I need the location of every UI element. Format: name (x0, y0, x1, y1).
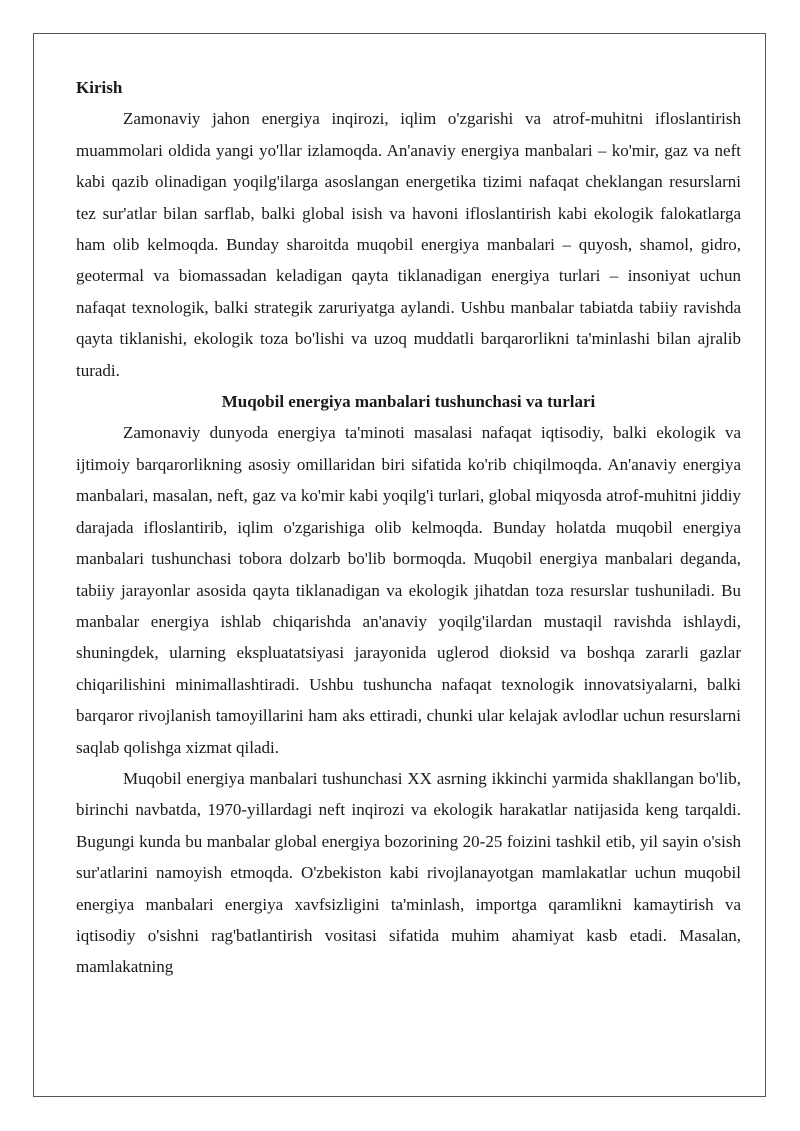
section-paragraph-1: Zamonaviy dunyoda energiya ta'minoti masalasi nafaqat iqtisodiy, balki ekologik va ijtimoiy barqarorlikning asosiy omillaridan biri sifatida ko'rib chiqilmoqda. An'anaviy energiya manbalari, masalan, neft, gaz va ko'mir kabi yoqilg'i turlari, global miqyosda atrof-muhitni jiddiy darajada ifloslantirib, iqlim o'zgarishiga olib kelmoqda. Bunday holatda muqobil energiya manbalari tushunchasi tobora dolzarb bo'lib bormoqda. Muqobil energiya manbalari deganda, tabiiy jarayonlar asosida qayta tiklanadigan va ekologik jihatdan toza resurslar tushuniladi. Bu manbalar energiya ishlab chiqarishda an'anaviy yoqilg'ilardan mustaqil ravishda ishlaydi, shuningdek, ularning ekspluatatsiyasi jarayonida uglerod dioksid va boshqa zararli gazlar chiqarilishini minimallashtiradi. Ushbu tushuncha nafaqat texnologik innovatsiyalarni, balki barqaror rivojlanish tamoyillarini ham aks ettiradi, chunki ular kelajak avlodlar uchun resurslarni saqlab qolishga xizmat qiladi. (76, 423, 741, 757)
section-paragraph-2: Muqobil energiya manbalari tushunchasi XX asrning ikkinchi yarmida shakllangan bo'lib, birinchi navbatda, 1970-yillardagi neft inqirozi va ekologik harakatlar natijasida keng tarqaldi. Bugungi kunda bu manbalar global energiya bozorining 20-25 foizini tashkil etib, yil sayin o'sish sur'atlarini namoyish etmoqda. O'zbekiston kabi rivojlanayotgan mamlakatlar uchun muqobil energiya manbalari energiya xavfsizligini ta'minlash, importga qaramlikni kamaytirish va iqtisodiy o'sishni rag'batlantirish vositasi sifatida muhim ahamiyat kasb etadi. Masalan, mamlakatning (76, 768, 741, 977)
section-title: Muqobil energiya manbalari tushunchasi va turlari (221, 392, 596, 412)
intro-paragraph: Zamonaviy jahon energiya inqirozi, iqlim o'zgarishi va atrof-muhitni ifloslantirish muammolari oldida yangi yo'llar izlamoqda. An'anaviy energiya manbalari – ko'mir, gaz va neft kabi qazib olinadigan yoqilg'ilarga asoslangan energetika tizimi nafaqat cheklangan resurslarni tez sur'atlar bilan sarflab, balki global isish va havoni ifloslantirish kabi ekologik falokatlarga ham olib kelmoqda. Bunday sharoitda muqobil energiya manbalari – quyosh, shamol, gidro, geotermal va biomassadan keladigan qayta tiklanadigan energiya turlari – insoniyat uchun nafaqat texnologik, balki strategik zaruriyatga aylandi. Ushbu manbalar tabiatda tabiiy ravishda qayta tiklanishi, ekologik toza bo'lishi va uzoq muddatli barqarorlikni ta'minlashi bilan ajralib turadi. (76, 109, 741, 380)
document-body (76, 72, 741, 983)
intro-heading: Kirish (76, 78, 123, 97)
